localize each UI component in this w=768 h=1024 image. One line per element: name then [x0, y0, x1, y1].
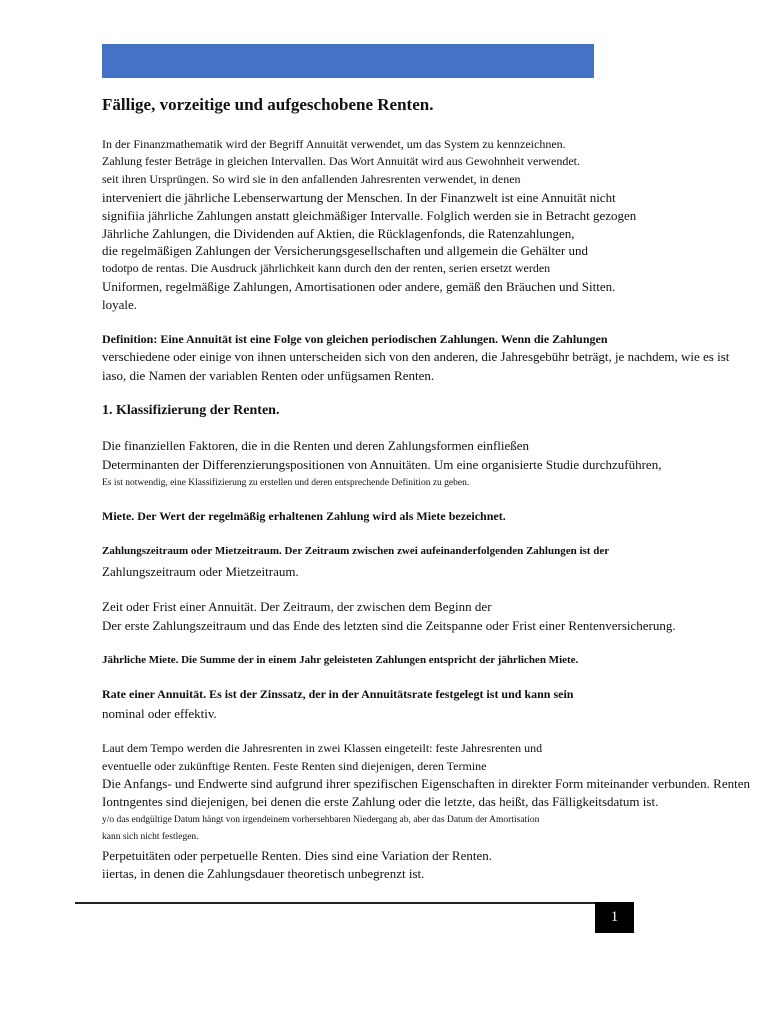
- tempo-line: Laut dem Tempo werden die Jahresrenten in zwei Klassen eingeteilt: feste Jahresrenten und: [102, 741, 543, 755]
- footer-rule: [75, 902, 595, 904]
- intro-line: todotpo de rentas. Die Ausdruck jährlichkeit kann durch den der renten, serien ersetzt werden: [102, 261, 551, 275]
- perpetuities-line: Perpetuitäten oder perpetuelle Renten. Dies sind eine Variation der Renten.: [102, 848, 492, 863]
- zeit-line: Der erste Zahlungszeitraum und das Ende des letzten sind die Zeitspanne oder Frist einer Rentenversicherung.: [102, 618, 676, 633]
- rate-line: nominal oder effektiv.: [102, 706, 217, 721]
- intro-line: Zahlung fester Beträge in gleichen Intervallen. Das Wort Annuität wird aus Gewohnheit verwendet.: [102, 154, 580, 168]
- rate-title: Rate einer Annuität. Es ist der Zinssatz, der in der Annuitätsrate festgelegt ist und kann sein: [102, 687, 574, 701]
- zeit-line: Zeit oder Frist einer Annuität. Der Zeitraum, der zwischen dem Beginn der: [102, 599, 492, 614]
- tempo-line: Iontngentes sind diejenigen, bei denen die erste Zahlung oder die letzte, das heißt, das Fälligkeitsdatum ist.: [102, 794, 659, 809]
- small-note-line: y/o das endgültige Datum hängt von irgendeinem vorhersehbaren Niedergang ab, aber das Datum der Amortisation: [102, 815, 540, 825]
- zahlungszeitraum-line: Zahlungszeitraum oder Mietzeitraum.: [102, 564, 299, 579]
- section-paragraph-line: Es ist notwendig, eine Klassifizierung zu erstellen und deren entsprechende Definition zu geben.: [102, 478, 470, 488]
- miete-definition: Miete. Der Wert der regelmäßig erhaltenen Zahlung wird als Miete bezeichnet.: [102, 509, 506, 523]
- tempo-line: Die Anfangs- und Endwerte sind aufgrund ihrer spezifischen Eigenschaften in direkter Form miteinander verbunden. Renten: [102, 776, 750, 791]
- zahlungszeitraum-title: Zahlungszeitraum oder Mietzeitraum. Der Zeitraum zwischen zwei aufeinanderfolgenden Zahlungen ist der: [102, 545, 610, 557]
- perpetuities-line: iiertas, in denen die Zahlungsdauer theoretisch unbegrenzt ist.: [102, 866, 425, 881]
- page-number: 1: [595, 902, 634, 933]
- definition-line: iaso, die Namen der variablen Renten oder unfügsamen Renten.: [102, 368, 435, 383]
- intro-line: Jährliche Zahlungen, die Dividenden auf Aktien, die Rücklagenfonds, die Ratenzahlungen,: [102, 226, 575, 241]
- page-title: Fällige, vorzeitige und aufgeschobene Renten.: [102, 95, 434, 114]
- tempo-line: eventuelle oder zukünftige Renten. Feste Renten sind diejenigen, deren Termine: [102, 759, 487, 773]
- definition-line: verschiedene oder einige von ihnen unterscheiden sich von den anderen, die Jahresgebühr beträgt, je nachdem, wie es ist: [102, 349, 730, 364]
- intro-line: seit ihren Ursprüngen. So wird sie in den anfallenden Jahresrenten verwendet, in denen: [102, 172, 521, 186]
- intro-line: interveniert die jährliche Lebenserwartung der Menschen. In der Finanzwelt ist eine Annuität nicht: [102, 190, 616, 205]
- section-paragraph-line: Die finanziellen Faktoren, die in die Renten und deren Zahlungsformen einfließen: [102, 438, 530, 453]
- intro-line: die regelmäßigen Zahlungen der Versicherungsgesellschaften und allgemein die Gehälter und: [102, 243, 589, 258]
- intro-line: signifiia jährliche Zahlungen anstatt gleichmäßiger Intervalle. Folglich werden sie in Betracht gezogen: [102, 208, 637, 223]
- intro-line: loyale.: [102, 297, 138, 312]
- header-color-band: [102, 44, 594, 78]
- intro-line: Uniformen, regelmäßige Zahlungen, Amortisationen oder andere, gemäß den Bräuchen und Sitten.: [102, 279, 616, 294]
- definition-title: Definition: Eine Annuität ist eine Folge von gleichen periodischen Zahlungen. Wenn die Zahlungen: [102, 332, 608, 346]
- intro-line: In der Finanzmathematik wird der Begriff Annuität verwendet, um das System zu kennzeichnen.: [102, 137, 566, 151]
- jaehrliche-miete-definition: Jährliche Miete. Die Summe der in einem Jahr geleisteten Zahlungen entspricht der jährlichen Miete.: [102, 654, 579, 666]
- section-heading: 1. Klassifizierung der Renten.: [102, 403, 280, 418]
- section-paragraph-line: Determinanten der Differenzierungspositionen von Annuitäten. Um eine organisierte Studie durchzuführen,: [102, 457, 662, 472]
- small-note-line: kann sich nicht festlegen.: [102, 832, 199, 842]
